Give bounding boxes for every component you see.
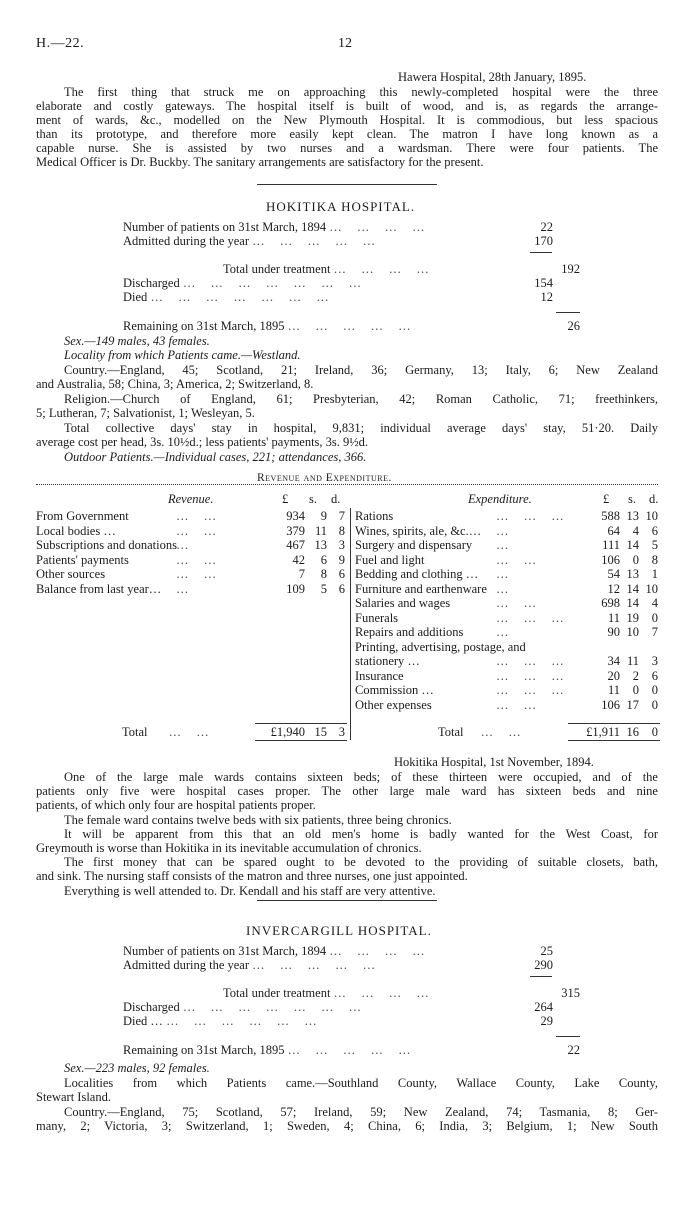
hokitika-locality: Locality from which Patients came.—Westland. [64,348,301,362]
invercargill-country-1: Country.—England, 75; Scotland, 57; Ireland, 59; New Zealand, 74; Tasmania, 8; Ger- [64,1105,658,1119]
expenditure-total-label: Total … … [438,725,527,739]
expenditure-amount-l: 106 [601,697,620,712]
expenditure-row-label: Other expenses [355,697,432,712]
revenue-amount-s: 8 [320,567,327,581]
revenue-row-label: Other sources [36,567,106,581]
invercargill-stat-label: Total under treatment … … … … [223,986,435,1000]
lsd-pence: d. [649,492,659,506]
revenue-total-label: Total … … [122,725,215,739]
revenue-amount-l: 109 [286,581,305,596]
invercargill-localities-2: Stewart Island. [36,1090,111,1104]
expenditure-amount-l: 11 [607,610,620,625]
expenditure-row-label: Surgery and dispensary [355,538,473,552]
lsd-pounds: £ [282,492,289,506]
expenditure-total-rule-bottom [568,740,660,741]
revenue-row-label: Local bodies … [36,523,116,538]
report-line: It will be apparent from this that an old men's home is badly wanted for the West Coast, for [64,826,658,841]
leader-dots: … [176,581,195,596]
expenditure-amount-d: 10 [645,509,658,523]
expenditure-amount-d: 3 [651,654,658,668]
invercargill-country-2: many, 2; Victoria, 3; Switzerland, 1; Sweden, 4; China, 6; India, 3; Belgium, 1; New South [36,1119,658,1133]
leader-dots: … [496,581,515,596]
revenue-heading: Revenue. [168,492,214,506]
revenue-amount-s: 9 [320,509,327,523]
hokitika-stat-value: 170 [534,234,553,248]
leader-dots: … … [176,552,223,567]
report-line: The first money that can be spared ought to be devoted to the providing of suitable closets, bath, [64,855,658,870]
revenue-amount-d: 9 [338,552,345,567]
expenditure-amount-s: 14 [626,538,639,552]
expenditure-amount-d: 5 [651,538,658,552]
section-divider [257,184,437,185]
invercargill-stat-value: 290 [534,958,553,972]
expenditure-amount-s: 2 [632,668,639,683]
sum-rule [530,252,552,253]
expenditure-total-shillings: 16 [626,725,639,739]
leader-dots: … … [496,552,543,567]
revenue-row-label: Patients' payments [36,552,129,567]
expenditure-amount-s: 10 [626,625,639,639]
revenue-amount-d: 6 [338,567,345,581]
expenditure-amount-d: 6 [651,523,658,538]
hokitika-stat-label: Discharged … … … … … … … [123,276,368,290]
hokitika-stay-2: average cost per head, 3s. 10½d.; less patients' payments, 3s. 9½d. [36,435,369,449]
expenditure-amount-s: 0 [632,552,639,567]
hokitika-stat-label: Admitted during the year … … … … … [123,234,382,248]
expenditure-amount-d: 4 [651,596,658,610]
hokitika-country-1: Country.—England, 45; Scotland, 21; Ireland, 36; Germany, 13; Italy, 6; New Zealand [64,363,658,377]
leader-dots: … … … [496,683,570,697]
invercargill-stat-label: Discharged … … … … … … … [123,1000,368,1014]
lsd-pence: d. [331,492,341,506]
expenditure-row-label: Salaries and wages [355,596,451,610]
expenditure-amount-l: 90 [607,625,620,639]
expenditure-amount-l: 54 [607,567,620,581]
invercargill-stat-value: 315 [561,986,580,1000]
revenue-total-shillings: 15 [314,725,327,739]
expenditure-amount-s: 4 [632,523,639,538]
expenditure-amount-d: 1 [651,567,658,581]
leader-dots: … [496,538,515,552]
revenue-amount-s: 6 [320,552,327,567]
leader-dots: … [176,538,195,552]
expenditure-amount-d: 7 [651,625,658,639]
lsd-shillings: s. [628,492,636,506]
hawera-dateline: Hawera Hospital, 28th January, 1895. [398,70,587,84]
revenue-total-rule [255,723,347,724]
invercargill-stat-label: Remaining on 31st March, 1895 … … … … … [123,1043,417,1057]
leader-dots: … [496,523,515,538]
hokitika-stay-1: Total collective days' stay in hospital, 9,831; individual average days' stay, 51·20. Daily [64,421,658,435]
hokitika-stat-value: 26 [567,319,580,333]
expenditure-row-label: stationery … [355,654,420,668]
expenditure-row-label: Repairs and additions [355,625,464,639]
expenditure-row-label: Commission … [355,683,434,697]
expenditure-amount-s: 17 [626,697,639,712]
leader-dots: … [496,625,515,639]
leader-dots: … … … [496,654,570,668]
section-divider [257,900,437,901]
expenditure-amount-d: 0 [651,697,658,712]
expenditure-row-label: Insurance [355,668,404,683]
expenditure-amount-l: 106 [601,552,620,567]
revenue-row-label: Subscriptions and donations [36,538,177,552]
expenditure-row-label: Funerals [355,610,399,625]
expenditure-total-rule [568,723,660,724]
leader-dots: … … … [496,610,570,625]
revenue-amount-s: 5 [320,581,327,596]
expenditure-amount-s: 19 [626,610,639,625]
sum-rule [556,312,580,313]
expenditure-row-label: Printing, advertising, postage, and [355,639,526,654]
expenditure-total-pence: 0 [651,725,658,739]
lsd-shillings: s. [309,492,317,506]
hokitika-dateline-2: Hokitika Hospital, 1st November, 1894. [394,755,594,769]
invercargill-stat-value: 22 [567,1043,580,1057]
leader-dots: … … [176,567,223,581]
expenditure-amount-l: 12 [607,581,620,596]
revenue-amount-d: 3 [338,538,345,552]
hawera-line-6: Medical Officer is Dr. Buckby. The sanitary arrangements are satisfactory for the present. [36,155,484,169]
leader-dots: … … [176,523,223,538]
table-top-rule [36,484,658,485]
invercargill-stat-value: 25 [540,944,553,958]
hawera-line-2: elaborate and costly gateways. The hospital itself is built of wood, and is, as regards the arrange- [36,99,658,113]
expenditure-amount-l: 34 [607,654,620,668]
revenue-amount-s: 13 [314,538,327,552]
expenditure-amount-l: 64 [607,523,620,538]
expenditure-amount-d: 6 [651,668,658,683]
leader-dots: … … … [496,509,570,523]
invercargill-localities-1: Localities from which Patients came.—Southland County, Wallace County, Lake County, [64,1076,658,1090]
hokitika-stat-label: Remaining on 31st March, 1895 … … … … … [123,319,417,333]
invercargill-title: INVERCARGILL HOSPITAL. [246,923,432,938]
hokitika-stat-value: 22 [540,220,553,234]
hokitika-stat-label: Died … … … … … … … [123,290,335,304]
expenditure-amount-d: 0 [651,683,658,697]
expenditure-row-label: Rations [355,509,394,523]
report-line: The female ward contains twelve beds with six patients, three being chronics. [64,812,452,827]
invercargill-stat-value: 264 [534,1000,553,1014]
revenue-amount-d: 8 [338,523,345,538]
expenditure-amount-s: 13 [626,567,639,581]
leader-dots: … … [176,509,223,523]
hokitika-stat-value: 12 [540,290,553,304]
expenditure-amount-d: 10 [645,581,658,596]
revenue-amount-d: 6 [338,581,345,596]
revenue-amount-l: 42 [292,552,305,567]
expenditure-amount-d: 0 [651,610,658,625]
revenue-total-pence: 3 [338,725,345,739]
revenue-amount-l: 467 [286,538,305,552]
expenditure-amount-l: 111 [602,538,620,552]
sum-rule [556,1036,580,1037]
report-line: patients, of which only four are hospital patients proper. [36,798,316,813]
report-line: Everything is well attended to. Dr. Kendall and his staff are very attentive. [64,883,436,898]
leader-dots: … … [496,697,543,712]
leader-dots: … [496,567,515,581]
revenue-row-label: Balance from last year… [36,581,162,596]
hokitika-stat-value: 154 [534,276,553,290]
report-line: Greymouth is worse than Hokitika in its inevitable accumulation of chronics. [36,841,422,855]
leader-dots: … … … [496,668,570,683]
hawera-line-5: capable nurse. She is assisted by two nurses and a wardsman. There were four patients. The [36,141,658,155]
rev-exp-title: Revenue and Expenditure. [257,472,392,484]
leader-dots: … … [496,596,543,610]
hokitika-stat-label: Number of patients on 31st March, 1894 … … … … [123,220,431,234]
expenditure-row-label: Wines, spirits, ale, &c.… [355,523,482,538]
invercargill-sex: Sex.—223 males, 92 females. [64,1061,210,1075]
invercargill-stat-value: 29 [540,1014,553,1028]
revenue-total-rule-bottom [255,740,347,741]
table-divider [350,508,351,740]
page-number: 12 [338,36,352,51]
expenditure-heading: Expenditure. [468,492,532,506]
report-reference: H.—22. [36,36,85,51]
hawera-line-1: The first thing that struck me on approaching this newly-completed hospital were the three [64,85,658,99]
expenditure-row-label: Bedding and clothing … [355,567,479,581]
hokitika-stat-value: 192 [561,262,580,276]
hokitika-outdoor: Outdoor Patients.—Individual cases, 221; attendances, 366. [64,450,367,464]
expenditure-row-label: Fuel and light [355,552,425,567]
hokitika-sex: Sex.—149 males, 43 females. [64,334,210,348]
expenditure-amount-s: 0 [632,683,639,697]
revenue-row-label: From Government [36,509,129,523]
expenditure-amount-l: 20 [607,668,620,683]
invercargill-stat-label: Admitted during the year … … … … … [123,958,382,972]
hawera-line-3: ment of wards, &c., modelled on the New Plymouth Hospital. It is commodious, but less spacious [36,113,658,127]
expenditure-row-label: Furniture and earthenware [355,581,487,596]
revenue-amount-l: 934 [286,509,305,523]
expenditure-amount-l: 588 [601,509,620,523]
hawera-line-4: than its prototype, and therefore more easily kept clean. The matron I have long known as a [36,127,658,141]
revenue-amount-l: 379 [286,523,305,538]
lsd-pounds: £ [603,492,610,506]
expenditure-amount-s: 14 [626,581,639,596]
revenue-amount-l: 7 [298,567,305,581]
report-line: patients only five were hospital cases proper. The other large male ward has sixteen beds and nine [36,784,658,799]
report-line: One of the large male wards contains sixteen beds; of these thirteen were occupied, and of the [64,770,658,784]
hokitika-country-2: and Australia, 58; China, 3; America, 2; Switzerland, 8. [36,377,314,391]
invercargill-stat-label: Number of patients on 31st March, 1894 … … … … [123,944,431,958]
hokitika-title: HOKITIKA HOSPITAL. [266,199,416,214]
invercargill-stat-label: Died … … … … … … … [123,1014,323,1028]
expenditure-amount-s: 13 [626,509,639,523]
expenditure-amount-l: 11 [607,683,620,697]
expenditure-amount-s: 14 [626,596,639,610]
report-line: and sink. The nursing staff consists of the matron and three nurses, one just appointed. [36,869,468,884]
expenditure-amount-s: 11 [626,654,639,668]
sum-rule [530,976,552,977]
expenditure-total-pounds: £1,911 [586,725,620,739]
expenditure-amount-l: 698 [601,596,620,610]
hokitika-stat-label: Total under treatment … … … … [223,262,435,276]
revenue-amount-d: 7 [338,509,345,523]
hokitika-religion-1: Religion.—Church of England, 61; Presbyterian, 42; Roman Catholic, 71; freethinkers, [64,392,658,406]
revenue-amount-s: 11 [314,523,327,538]
hokitika-religion-2: 5; Lutheran, 7; Salvationist, 1; Wesleyan, 5. [36,406,255,420]
expenditure-amount-d: 8 [651,552,658,567]
revenue-total-pounds: £1,940 [270,725,305,739]
